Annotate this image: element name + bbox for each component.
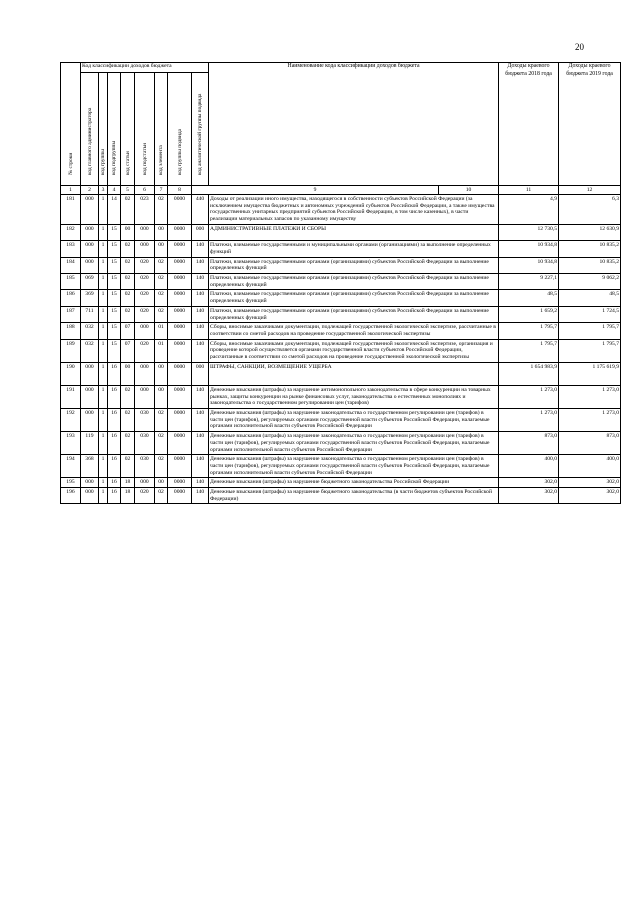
row-number-cell: 194 — [61, 455, 81, 478]
code-cell: 16 — [108, 385, 121, 408]
amount-2018-cell: 9 227,1 — [499, 274, 559, 290]
code-cell: 0000 — [168, 385, 192, 408]
code-cell: 02 — [155, 274, 168, 290]
code-cell: 00 — [121, 224, 135, 240]
code-cell: 0000 — [168, 290, 192, 306]
table-row — [61, 432, 621, 455]
code-cell: 0000 — [168, 362, 192, 385]
amount-2018-cell: 10 934,8 — [499, 241, 559, 257]
code-cell: 02 — [155, 306, 168, 322]
code-cell: 00 — [155, 385, 168, 408]
code-cell: 000 — [192, 362, 209, 385]
row-number-cell: 191 — [61, 385, 81, 408]
income-name-cell: ШТРАФЫ, САНКЦИИ, ВОЗМЕЩЕНИЕ УЩЕРБА — [209, 362, 499, 385]
income-name-cell: Денежные взыскания (штрафы) за нарушение бюджетного законодательства Российской Федерации — [209, 478, 499, 488]
code-cell: 0000 — [168, 274, 192, 290]
code-cell: 00 — [155, 478, 168, 488]
row-number-cell: 183 — [61, 241, 81, 257]
code-cell: 0000 — [168, 241, 192, 257]
code-cell: 140 — [192, 385, 209, 408]
code-cell: 020 — [135, 306, 155, 322]
code-cell: 140 — [192, 290, 209, 306]
code-cell: 1 — [99, 257, 108, 273]
code-cell: 140 — [192, 455, 209, 478]
row-number-cell: 193 — [61, 432, 81, 455]
amount-2019-cell: 1 273,0 — [559, 385, 621, 408]
code-cell: 16 — [108, 362, 121, 385]
code-column-header: код элемента — [155, 73, 168, 186]
code-cell: 15 — [108, 241, 121, 257]
code-cell: 1 — [99, 195, 108, 225]
code-cell: 0000 — [168, 339, 192, 362]
row-number-cell: 185 — [61, 274, 81, 290]
code-cell: 1 — [99, 290, 108, 306]
name-column-header: Наименование кода классификации доходов бюджета — [209, 63, 499, 186]
code-cell: 0000 — [168, 257, 192, 273]
amount-2018-cell: 10 934,8 — [499, 257, 559, 273]
income-name-cell: Сборы, вносимые заказчиками документации, подлежащей государственной экологической экспертизе, организация и проведение которой осуществляется органами государственной власти субъектов Российской Федерации, рассчитанные в соответствии со сметой расходов на проведение государственной экологической экспертизы — [209, 339, 499, 362]
income-classification-table — [60, 62, 621, 504]
table-row — [61, 362, 621, 385]
code-cell: 368 — [81, 455, 99, 478]
code-cell: 1 — [99, 488, 108, 504]
amount-2018-cell: 400,0 — [499, 455, 559, 478]
income-name-cell: Платежи, взимаемые государственными и муниципальными органами (организациями) за выполнение определенных функций — [209, 241, 499, 257]
code-cell: 02 — [121, 274, 135, 290]
code-cell: 000 — [135, 362, 155, 385]
amount-2019-cell: 1 273,0 — [559, 408, 621, 431]
amount-2019-cell: 10 835,2 — [559, 241, 621, 257]
code-cell: 1 — [99, 385, 108, 408]
code-cell: 000 — [135, 224, 155, 240]
column-number: 11 — [499, 186, 559, 195]
code-cell: 16 — [108, 488, 121, 504]
amount-2018-cell: 302,0 — [499, 488, 559, 504]
code-cell: 0000 — [168, 306, 192, 322]
code-cell: 00 — [155, 362, 168, 385]
table-row — [61, 241, 621, 257]
code-cell: 15 — [108, 306, 121, 322]
code-cell: 032 — [81, 323, 99, 339]
code-cell: 0000 — [168, 478, 192, 488]
code-cell: 01 — [155, 339, 168, 362]
amount-2018-cell: 873,0 — [499, 432, 559, 455]
code-cell: 069 — [81, 274, 99, 290]
code-cell: 02 — [121, 455, 135, 478]
code-cell: 140 — [192, 274, 209, 290]
year-2018-header: Доходы краевого бюджета 2018 года — [499, 63, 559, 186]
amount-2018-cell: 1 659,2 — [499, 306, 559, 322]
code-cell: 02 — [121, 385, 135, 408]
code-cell: 0000 — [168, 323, 192, 339]
code-cell: 000 — [81, 241, 99, 257]
amount-2018-cell: 48,5 — [499, 290, 559, 306]
code-cell: 020 — [135, 274, 155, 290]
code-cell: 023 — [135, 195, 155, 225]
code-cell: 02 — [121, 290, 135, 306]
column-number: 2 — [81, 186, 99, 195]
code-cell: 030 — [135, 455, 155, 478]
column-number: 3 — [99, 186, 108, 195]
income-name-cell: Денежные взыскания (штрафы) за нарушение антимонопольного законодательства в сфере конкуренции на товарных рынках, защиты конкуренции на рынке финансовых услуг, законодательства о естественных монополиях и законодательства о государственном регулировании цен (тарифов) — [209, 385, 499, 408]
code-column-header: код статьи — [121, 73, 135, 186]
amount-2019-cell: 12 630,9 — [559, 224, 621, 240]
amount-2018-cell: 1 795,7 — [499, 339, 559, 362]
code-cell: 020 — [135, 339, 155, 362]
code-cell: 0000 — [168, 408, 192, 431]
code-cell: 16 — [108, 455, 121, 478]
code-cell: 02 — [155, 195, 168, 225]
amount-2019-cell: 10 835,2 — [559, 257, 621, 273]
code-cell: 02 — [155, 455, 168, 478]
code-cell: 1 — [99, 306, 108, 322]
year-2019-header: Доходы краевого бюджета 2019 года — [559, 63, 621, 186]
table-row — [61, 195, 621, 225]
code-cell: 00 — [155, 224, 168, 240]
code-cell: 02 — [155, 290, 168, 306]
code-cell: 18 — [121, 478, 135, 488]
column-number: 5 — [121, 186, 135, 195]
table-row — [61, 408, 621, 431]
row-number-cell: 196 — [61, 488, 81, 504]
row-number-cell: 187 — [61, 306, 81, 322]
amount-2018-cell: 1 273,0 — [499, 385, 559, 408]
code-cell: 0000 — [168, 455, 192, 478]
code-cell: 15 — [108, 274, 121, 290]
row-number-cell: 190 — [61, 362, 81, 385]
code-cell: 16 — [108, 408, 121, 431]
code-cell: 1 — [99, 339, 108, 362]
code-cell: 020 — [135, 257, 155, 273]
code-cell: 18 — [121, 488, 135, 504]
code-cell: 030 — [135, 432, 155, 455]
code-cell: 16 — [108, 478, 121, 488]
code-cell: 1 — [99, 241, 108, 257]
code-cell: 02 — [121, 432, 135, 455]
income-name-cell: АДМИНИСТРАТИВНЫЕ ПЛАТЕЖИ И СБОРЫ — [209, 224, 499, 240]
amount-2019-cell: 9 062,2 — [559, 274, 621, 290]
code-cell: 140 — [192, 408, 209, 431]
code-cell: 000 — [135, 241, 155, 257]
table-row — [61, 339, 621, 362]
amount-2019-cell: 1 175 619,9 — [559, 362, 621, 385]
amount-2019-cell: 400,0 — [559, 455, 621, 478]
amount-2019-cell: 48,5 — [559, 290, 621, 306]
code-cell: 000 — [135, 478, 155, 488]
code-cell: 02 — [155, 488, 168, 504]
income-name-cell: Денежные взыскания (штрафы) за нарушение законодательства о государственном регулировании цен (тарифов) в части цен (тарифов), регулируемых органами государственной власти субъектов Российской Федерации, налагаемые органами исполнительной власти субъектов Российской Федерации — [209, 432, 499, 455]
row-number-cell: 182 — [61, 224, 81, 240]
code-cell: 07 — [121, 323, 135, 339]
code-cell: 1 — [99, 408, 108, 431]
code-cell: 0000 — [168, 488, 192, 504]
row-number-cell: 192 — [61, 408, 81, 431]
code-cell: 00 — [121, 362, 135, 385]
amount-2019-cell: 302,0 — [559, 478, 621, 488]
code-cell: 0000 — [168, 224, 192, 240]
row-number-cell: 186 — [61, 290, 81, 306]
amount-2018-cell: 12 730,5 — [499, 224, 559, 240]
code-cell: 140 — [192, 306, 209, 322]
table-row — [61, 488, 621, 504]
code-cell: 140 — [192, 488, 209, 504]
code-cell: 030 — [135, 408, 155, 431]
code-cell: 140 — [192, 323, 209, 339]
row-number-cell: 195 — [61, 478, 81, 488]
code-cell: 1 — [99, 432, 108, 455]
code-cell: 1 — [99, 224, 108, 240]
code-column-header: код аналитической группы подвида — [192, 73, 209, 186]
income-name-cell: Денежные взыскания (штрафы) за нарушение законодательства о государственном регулировании цен (тарифов) в части цен (тарифов), регулируемых органами государственной власти субъектов Российской Федерации, налагаемые органами исполнительной власти субъектов Российской Федерации — [209, 455, 499, 478]
table-row — [61, 385, 621, 408]
code-cell: 000 — [81, 488, 99, 504]
code-cell: 15 — [108, 290, 121, 306]
code-cell: 140 — [192, 432, 209, 455]
row-number-header: № строки — [61, 63, 81, 186]
column-number: 9 — [192, 186, 439, 195]
income-name-cell: Денежные взыскания (штрафы) за нарушение бюджетного законодательства (в части бюджетов субъектов Российской Федерации) — [209, 488, 499, 504]
column-number: 8 — [168, 186, 192, 195]
code-cell: 1 — [99, 362, 108, 385]
amount-2018-cell: 1 273,0 — [499, 408, 559, 431]
table-row — [61, 455, 621, 478]
code-cell: 440 — [192, 195, 209, 225]
code-cell: 15 — [108, 323, 121, 339]
column-number: 10 — [439, 186, 499, 195]
code-cell: 000 — [81, 385, 99, 408]
code-column-header: код группы подвида — [168, 73, 192, 186]
code-cell: 00 — [155, 241, 168, 257]
row-number-cell: 188 — [61, 323, 81, 339]
income-name-cell: Сборы, вносимые заказчиками документации, подлежащей государственной экологической экспертизе, рассчитанные в соответствии со сметой расходов на проведение государственной экологической экспертизы — [209, 323, 499, 339]
table-row — [61, 478, 621, 488]
table-row — [61, 323, 621, 339]
code-cell: 02 — [155, 432, 168, 455]
code-cell: 14 — [108, 195, 121, 225]
code-cell: 15 — [108, 224, 121, 240]
code-cell: 02 — [155, 408, 168, 431]
code-cell: 16 — [108, 432, 121, 455]
code-cell: 711 — [81, 306, 99, 322]
code-cell: 07 — [121, 339, 135, 362]
code-cell: 15 — [108, 339, 121, 362]
amount-2018-cell: 1 654 983,9 — [499, 362, 559, 385]
code-cell: 000 — [81, 478, 99, 488]
amount-2019-cell: 873,0 — [559, 432, 621, 455]
code-cell: 000 — [81, 408, 99, 431]
table-row — [61, 306, 621, 322]
column-number: 6 — [135, 186, 155, 195]
table-row — [61, 257, 621, 273]
code-cell: 02 — [121, 306, 135, 322]
code-column-header: код подгруппы — [108, 73, 121, 186]
code-cell: 020 — [135, 488, 155, 504]
code-cell: 02 — [155, 257, 168, 273]
page-number: 20 — [575, 42, 584, 52]
row-number-cell: 184 — [61, 257, 81, 273]
table-row — [61, 274, 621, 290]
code-cell: 140 — [192, 241, 209, 257]
code-cell: 000 — [81, 257, 99, 273]
code-cell: 119 — [81, 432, 99, 455]
code-cell: 140 — [192, 339, 209, 362]
column-number: 1 — [61, 186, 81, 195]
amount-2019-cell: 6,3 — [559, 195, 621, 225]
code-column-header: код главного администратора — [81, 73, 99, 186]
code-cell: 01 — [155, 323, 168, 339]
code-cell: 02 — [121, 408, 135, 431]
code-cell: 1 — [99, 455, 108, 478]
code-cell: 02 — [121, 257, 135, 273]
code-cell: 15 — [108, 257, 121, 273]
code-cell: 032 — [81, 339, 99, 362]
row-number-cell: 181 — [61, 195, 81, 225]
amount-2019-cell: 1 724,5 — [559, 306, 621, 322]
code-cell: 0000 — [168, 195, 192, 225]
income-name-cell: Платежи, взимаемые государственными органами (организациями) субъектов Российской Федерации за выполнение определенных функций — [209, 274, 499, 290]
amount-2018-cell: 1 795,7 — [499, 323, 559, 339]
amount-2018-cell: 4,9 — [499, 195, 559, 225]
column-number: 7 — [155, 186, 168, 195]
code-column-header: код подстатьи — [135, 73, 155, 186]
code-cell: 1 — [99, 323, 108, 339]
income-name-cell: Платежи, взимаемые государственными органами (организациями) субъектов Российской Федерации за выполнение определенных функций — [209, 257, 499, 273]
code-cell: 000 — [81, 224, 99, 240]
code-cell: 0000 — [168, 432, 192, 455]
code-cell: 1 — [99, 274, 108, 290]
amount-2019-cell: 1 795,7 — [559, 339, 621, 362]
code-cell: 369 — [81, 290, 99, 306]
code-cell: 140 — [192, 257, 209, 273]
income-name-cell: Платежи, взимаемые государственными органами (организациями) субъектов Российской Федерации за выполнение определенных функций — [209, 290, 499, 306]
table-row — [61, 290, 621, 306]
row-number-cell: 189 — [61, 339, 81, 362]
code-column-header: код группы — [99, 73, 108, 186]
code-cell: 000 — [135, 323, 155, 339]
income-name-cell: Денежные взыскания (штрафы) за нарушение законодательства о государственном регулировании цен (тарифов) в части цен (тарифов), регулируемых органами государственной власти субъектов Российской Федерации, налагаемые органами исполнительной власти субъектов Российской Федерации — [209, 408, 499, 431]
code-cell: 000 — [81, 195, 99, 225]
amount-2018-cell: 302,0 — [499, 478, 559, 488]
code-cell: 020 — [135, 290, 155, 306]
code-cell: 1 — [99, 478, 108, 488]
code-cell: 140 — [192, 478, 209, 488]
column-number: 4 — [108, 186, 121, 195]
code-cell: 000 — [81, 362, 99, 385]
table-row — [61, 224, 621, 240]
column-number: 12 — [559, 186, 621, 195]
amount-2019-cell: 1 795,7 — [559, 323, 621, 339]
code-cell: 02 — [121, 241, 135, 257]
amount-2019-cell: 302,0 — [559, 488, 621, 504]
classification-group-header: Код классификации доходов бюджета — [81, 63, 209, 73]
code-cell: 000 — [135, 385, 155, 408]
code-cell: 000 — [192, 224, 209, 240]
code-cell: 02 — [121, 195, 135, 225]
income-name-cell: Платежи, взимаемые государственными органами (организациями) субъектов Российской Федерации за выполнение определенных функций — [209, 306, 499, 322]
income-name-cell: Доходы от реализации иного имущества, находящегося в собственности субъектов Российской Федерации (за исключением имущества бюджетных и автономных учреждений субъектов Российской Федерации, а также имущества государственных унитарных предприятий субъектов Российской Федерации, в том числе казенных), в части реализации материальных запасов по указанному имуществу — [209, 195, 499, 225]
